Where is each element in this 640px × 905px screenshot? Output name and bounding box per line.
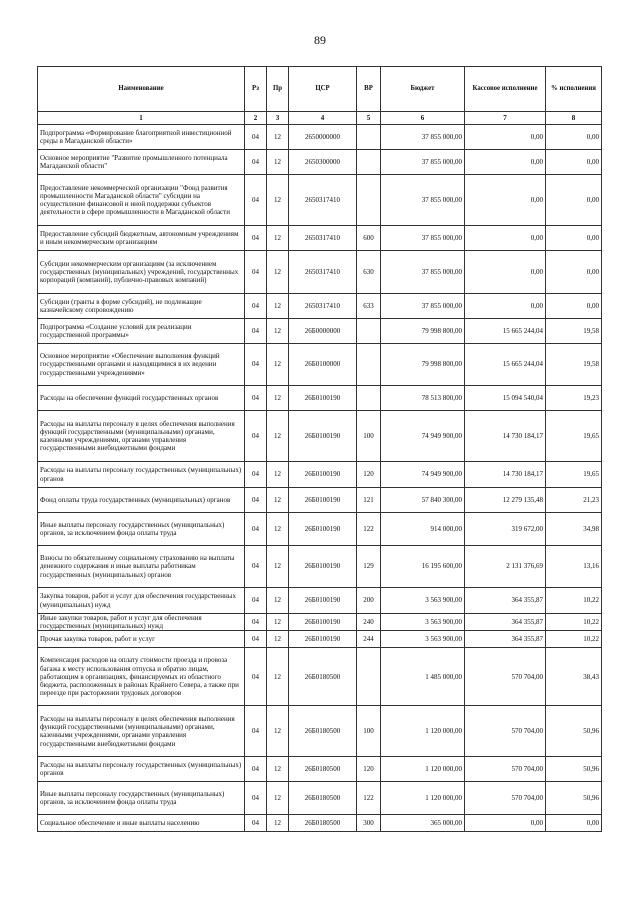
header-budget: Бюджет: [381, 67, 465, 112]
column-index: 7: [465, 112, 546, 125]
table-body: [38, 125, 602, 832]
row-cash-execution: 364 355,87: [465, 588, 546, 614]
table-row: [38, 294, 602, 319]
row-execution-percent: 13,16: [546, 546, 602, 588]
row-name: Иные выплаты персоналу государственных (муниципальных) органов, за исключением фонда оплаты труда: [38, 782, 245, 815]
row-execution-percent: 10,22: [546, 614, 602, 631]
table-row: [38, 546, 602, 588]
row-name: Субсидии некоммерческим организациям (за исключением государственных (муниципальных) учреждений, государственных корпораций (компаний), публично-правовых компаний): [38, 251, 245, 294]
header-rz: Рз: [245, 67, 267, 112]
row-execution-percent: 19,65: [546, 462, 602, 488]
row-cash-execution: 0,00: [465, 150, 546, 175]
table-row: [38, 344, 602, 386]
row-name: Предоставление некоммерческой организации "Фонд развития промышленности Магаданской области" субсидии на осуществление финансовой и иной поддержки субъектов деятельности в сфере промышленности в Магаданской области: [38, 175, 245, 226]
table-row: [38, 175, 602, 226]
row-pr: 12: [267, 175, 289, 226]
row-execution-percent: 0,00: [546, 251, 602, 294]
row-execution-percent: 0,00: [546, 150, 602, 175]
row-execution-percent: 19,23: [546, 386, 602, 411]
row-execution-percent: 0,00: [546, 815, 602, 832]
row-vr: 120: [357, 462, 381, 488]
row-vr: 120: [357, 757, 381, 782]
page-number: 89: [314, 33, 326, 47]
table-row: [38, 513, 602, 546]
row-pr: 12: [267, 386, 289, 411]
row-cash-execution: 364 355,87: [465, 631, 546, 648]
row-cash-execution: 14 730 184,17: [465, 462, 546, 488]
row-budget: 37 855 000,00: [381, 226, 465, 251]
row-cash-execution: 570 704,00: [465, 757, 546, 782]
row-cash-execution: 15 094 540,04: [465, 386, 546, 411]
row-rz: 04: [245, 815, 267, 832]
row-pr: 12: [267, 815, 289, 832]
row-vr: 300: [357, 815, 381, 832]
table-row: [38, 815, 602, 832]
table-row: [38, 488, 602, 513]
row-execution-percent: 10,22: [546, 631, 602, 648]
table-row: [38, 125, 602, 150]
row-budget: 365 000,00: [381, 815, 465, 832]
row-vr: 600: [357, 226, 381, 251]
row-budget: 1 120 000,00: [381, 757, 465, 782]
table-row: [38, 614, 602, 631]
row-cash-execution: 2 131 376,69: [465, 546, 546, 588]
row-cash-execution: 570 704,00: [465, 782, 546, 815]
table-row: [38, 386, 602, 411]
row-execution-percent: 50,96: [546, 706, 602, 757]
row-pr: 12: [267, 757, 289, 782]
row-pr: 12: [267, 344, 289, 386]
row-name: Субсидии (гранты в форме субсидий), не подлежащие казначейскому сопровождению: [38, 294, 245, 319]
row-name: Расходы на выплаты персоналу государственных (муниципальных) органов: [38, 462, 245, 488]
row-rz: 04: [245, 706, 267, 757]
row-rz: 04: [245, 546, 267, 588]
row-cash-execution: 0,00: [465, 815, 546, 832]
table-row: [38, 648, 602, 706]
row-vr: [357, 125, 381, 150]
row-csr: 26Б0180500: [289, 815, 357, 832]
row-vr: 244: [357, 631, 381, 648]
row-budget: 37 855 000,00: [381, 150, 465, 175]
row-vr: [357, 319, 381, 344]
row-vr: 122: [357, 513, 381, 546]
row-execution-percent: 21,23: [546, 488, 602, 513]
row-vr: 122: [357, 782, 381, 815]
row-vr: 633: [357, 294, 381, 319]
header-cash-execution: Кассовое исполнение: [465, 67, 546, 112]
table-row: [38, 319, 602, 344]
row-cash-execution: 0,00: [465, 226, 546, 251]
row-pr: 12: [267, 631, 289, 648]
row-rz: 04: [245, 462, 267, 488]
row-csr: 2650300000: [289, 150, 357, 175]
row-name: Расходы на выплаты персоналу государственных (муниципальных) органов: [38, 757, 245, 782]
row-pr: 12: [267, 614, 289, 631]
row-pr: 12: [267, 782, 289, 815]
column-index: 6: [381, 112, 465, 125]
column-index: 1: [38, 112, 245, 125]
row-rz: 04: [245, 294, 267, 319]
row-name: Предоставление субсидий бюджетным, автономным учреждениям и иным некоммерческим организациям: [38, 226, 245, 251]
table-row: [38, 251, 602, 294]
row-cash-execution: 0,00: [465, 125, 546, 150]
row-cash-execution: 0,00: [465, 175, 546, 226]
table-row: [38, 757, 602, 782]
row-rz: 04: [245, 488, 267, 513]
row-budget: 37 855 000,00: [381, 294, 465, 319]
header-row: [38, 67, 602, 112]
row-name: Расходы на выплаты персоналу в целях обеспечения выполнения функций государственными (муниципальными) органами, казенными учреждениями, органами управления государственными внебюджетными фондами: [38, 706, 245, 757]
row-execution-percent: 38,43: [546, 648, 602, 706]
row-rz: 04: [245, 614, 267, 631]
row-name: Закупка товаров, работ и услуг для обеспечения государственных (муниципальных) нужд: [38, 588, 245, 614]
row-budget: 57 840 300,00: [381, 488, 465, 513]
row-csr: 26Б0180500: [289, 782, 357, 815]
row-cash-execution: 570 704,00: [465, 706, 546, 757]
row-budget: 16 195 600,00: [381, 546, 465, 588]
row-budget: 3 563 900,00: [381, 588, 465, 614]
row-budget: 79 998 800,00: [381, 344, 465, 386]
row-pr: 12: [267, 648, 289, 706]
row-rz: 04: [245, 513, 267, 546]
row-csr: 2650317410: [289, 175, 357, 226]
table-row: [38, 462, 602, 488]
row-vr: 121: [357, 488, 381, 513]
row-pr: 12: [267, 150, 289, 175]
column-index: 4: [289, 112, 357, 125]
row-pr: 12: [267, 588, 289, 614]
row-rz: 04: [245, 757, 267, 782]
row-name: Основное мероприятие "Развитие промышленного потенциала Магаданской области": [38, 150, 245, 175]
row-pr: 12: [267, 546, 289, 588]
row-vr: [357, 648, 381, 706]
row-budget: 78 513 800,00: [381, 386, 465, 411]
table-row: [38, 150, 602, 175]
row-execution-percent: 0,00: [546, 294, 602, 319]
row-vr: 240: [357, 614, 381, 631]
row-cash-execution: 570 704,00: [465, 648, 546, 706]
row-cash-execution: 0,00: [465, 251, 546, 294]
row-execution-percent: 19,65: [546, 411, 602, 462]
row-budget: 79 998 800,00: [381, 319, 465, 344]
row-rz: 04: [245, 319, 267, 344]
row-rz: 04: [245, 150, 267, 175]
row-budget: 74 949 900,00: [381, 462, 465, 488]
row-cash-execution: 14 730 184,17: [465, 411, 546, 462]
row-cash-execution: 12 279 135,48: [465, 488, 546, 513]
row-execution-percent: 10,22: [546, 588, 602, 614]
row-csr: 26Б0100190: [289, 386, 357, 411]
row-cash-execution: 15 665 244,04: [465, 319, 546, 344]
row-budget: 914 000,00: [381, 513, 465, 546]
row-csr: 26Б0180500: [289, 706, 357, 757]
row-cash-execution: 319 672,00: [465, 513, 546, 546]
row-csr: 26Б0100190: [289, 631, 357, 648]
row-rz: 04: [245, 251, 267, 294]
row-cash-execution: 15 665 244,04: [465, 344, 546, 386]
row-execution-percent: 0,00: [546, 175, 602, 226]
row-vr: 100: [357, 706, 381, 757]
table-row: [38, 411, 602, 462]
row-rz: 04: [245, 782, 267, 815]
row-pr: 12: [267, 226, 289, 251]
row-csr: 2650317410: [289, 226, 357, 251]
row-name: Основное мероприятие «Обеспечение выполнения функций государственными органами и находящимися в их ведении государственными учреждениями»: [38, 344, 245, 386]
row-csr: 26Б0180500: [289, 648, 357, 706]
row-pr: 12: [267, 411, 289, 462]
row-vr: [357, 344, 381, 386]
row-execution-percent: 19,58: [546, 319, 602, 344]
row-name: Социальное обеспечение и иные выплаты населению: [38, 815, 245, 832]
row-vr: 200: [357, 588, 381, 614]
table-row: [38, 631, 602, 648]
row-execution-percent: 0,00: [546, 226, 602, 251]
row-budget: 37 855 000,00: [381, 175, 465, 226]
row-csr: 2650317410: [289, 251, 357, 294]
row-name: Расходы на выплаты персоналу в целях обеспечения выполнения функций государственными (муниципальными) органами, казенными учреждениями, органами управления государственными внебюджетными фондами: [38, 411, 245, 462]
row-csr: 26Б0100190: [289, 411, 357, 462]
row-csr: 26Б0100190: [289, 488, 357, 513]
row-vr: 100: [357, 411, 381, 462]
row-name: Прочая закупка товаров, работ и услуг: [38, 631, 245, 648]
table-row: [38, 226, 602, 251]
row-csr: 2650317410: [289, 294, 357, 319]
header-execution-percent: % исполнения: [546, 67, 602, 112]
row-rz: 04: [245, 588, 267, 614]
row-pr: 12: [267, 513, 289, 546]
row-budget: 3 563 900,00: [381, 631, 465, 648]
column-index: 3: [267, 112, 289, 125]
row-execution-percent: 34,98: [546, 513, 602, 546]
row-execution-percent: 0,00: [546, 125, 602, 150]
row-csr: 26Б0100000: [289, 344, 357, 386]
row-pr: 12: [267, 462, 289, 488]
row-pr: 12: [267, 125, 289, 150]
row-budget: 1 120 000,00: [381, 706, 465, 757]
row-csr: 26Б0180500: [289, 757, 357, 782]
row-name: Подпрограмма «Создание условий для реализации государственной программы»: [38, 319, 245, 344]
row-rz: 04: [245, 175, 267, 226]
row-cash-execution: 364 355,87: [465, 614, 546, 631]
row-pr: 12: [267, 706, 289, 757]
row-execution-percent: 19,58: [546, 344, 602, 386]
row-execution-percent: 50,96: [546, 782, 602, 815]
row-csr: 26Б0100190: [289, 588, 357, 614]
row-rz: 04: [245, 411, 267, 462]
row-rz: 04: [245, 386, 267, 411]
row-budget: 74 949 900,00: [381, 411, 465, 462]
table-row: [38, 706, 602, 757]
row-execution-percent: 50,96: [546, 757, 602, 782]
row-rz: 04: [245, 648, 267, 706]
row-pr: 12: [267, 294, 289, 319]
header-csr: ЦСР: [289, 67, 357, 112]
header-vr: ВР: [357, 67, 381, 112]
header-pr: Пр: [267, 67, 289, 112]
row-vr: [357, 386, 381, 411]
row-csr: 26Б0100190: [289, 546, 357, 588]
row-vr: [357, 150, 381, 175]
row-name: Подпрограмма «Формирование благоприятной инвестиционной среды в Магаданской области»: [38, 125, 245, 150]
column-index: 8: [546, 112, 602, 125]
row-budget: 37 855 000,00: [381, 125, 465, 150]
row-csr: 26Б0000000: [289, 319, 357, 344]
row-budget: 37 855 000,00: [381, 251, 465, 294]
column-index: 5: [357, 112, 381, 125]
column-index-row: [38, 112, 602, 125]
row-budget: 1 485 000,00: [381, 648, 465, 706]
row-pr: 12: [267, 488, 289, 513]
row-vr: [357, 175, 381, 226]
row-name: Фонд оплаты труда государственных (муниципальных) органов: [38, 488, 245, 513]
row-pr: 12: [267, 251, 289, 294]
table-row: [38, 588, 602, 614]
column-index: 2: [245, 112, 267, 125]
header-name: Наименование: [38, 67, 245, 112]
row-rz: 04: [245, 344, 267, 386]
row-vr: 630: [357, 251, 381, 294]
row-rz: 04: [245, 226, 267, 251]
row-budget: 3 563 900,00: [381, 614, 465, 631]
table-row: [38, 782, 602, 815]
budget-table: [37, 66, 602, 832]
row-name: Расходы на обеспечение функций государственных органов: [38, 386, 245, 411]
row-name: Компенсация расходов на оплату стоимости проезда и провоза багажа к месту использования отпуска и обратно лицам, работающим в организациях, финансируемых из областного бюджета, расположенных в районах Крайнего Севера, а также при переезде при расторжении трудовых договоров: [38, 648, 245, 706]
row-csr: 26Б0100190: [289, 462, 357, 488]
row-cash-execution: 0,00: [465, 294, 546, 319]
row-rz: 04: [245, 125, 267, 150]
row-vr: 129: [357, 546, 381, 588]
row-name: Взносы по обязательному социальному страхованию на выплаты денежного содержания и иные выплаты работникам государственных (муниципальных) органов: [38, 546, 245, 588]
row-pr: 12: [267, 319, 289, 344]
row-name: Иные выплаты персоналу государственных (муниципальных) органов, за исключением фонда оплаты труда: [38, 513, 245, 546]
row-name: Иные закупки товаров, работ и услуг для обеспечения государственных (муниципальных) нужд: [38, 614, 245, 631]
row-csr: 26Б0100190: [289, 614, 357, 631]
row-rz: 04: [245, 631, 267, 648]
row-budget: 1 120 000,00: [381, 782, 465, 815]
row-csr: 26Б0100190: [289, 513, 357, 546]
row-csr: 2650000000: [289, 125, 357, 150]
